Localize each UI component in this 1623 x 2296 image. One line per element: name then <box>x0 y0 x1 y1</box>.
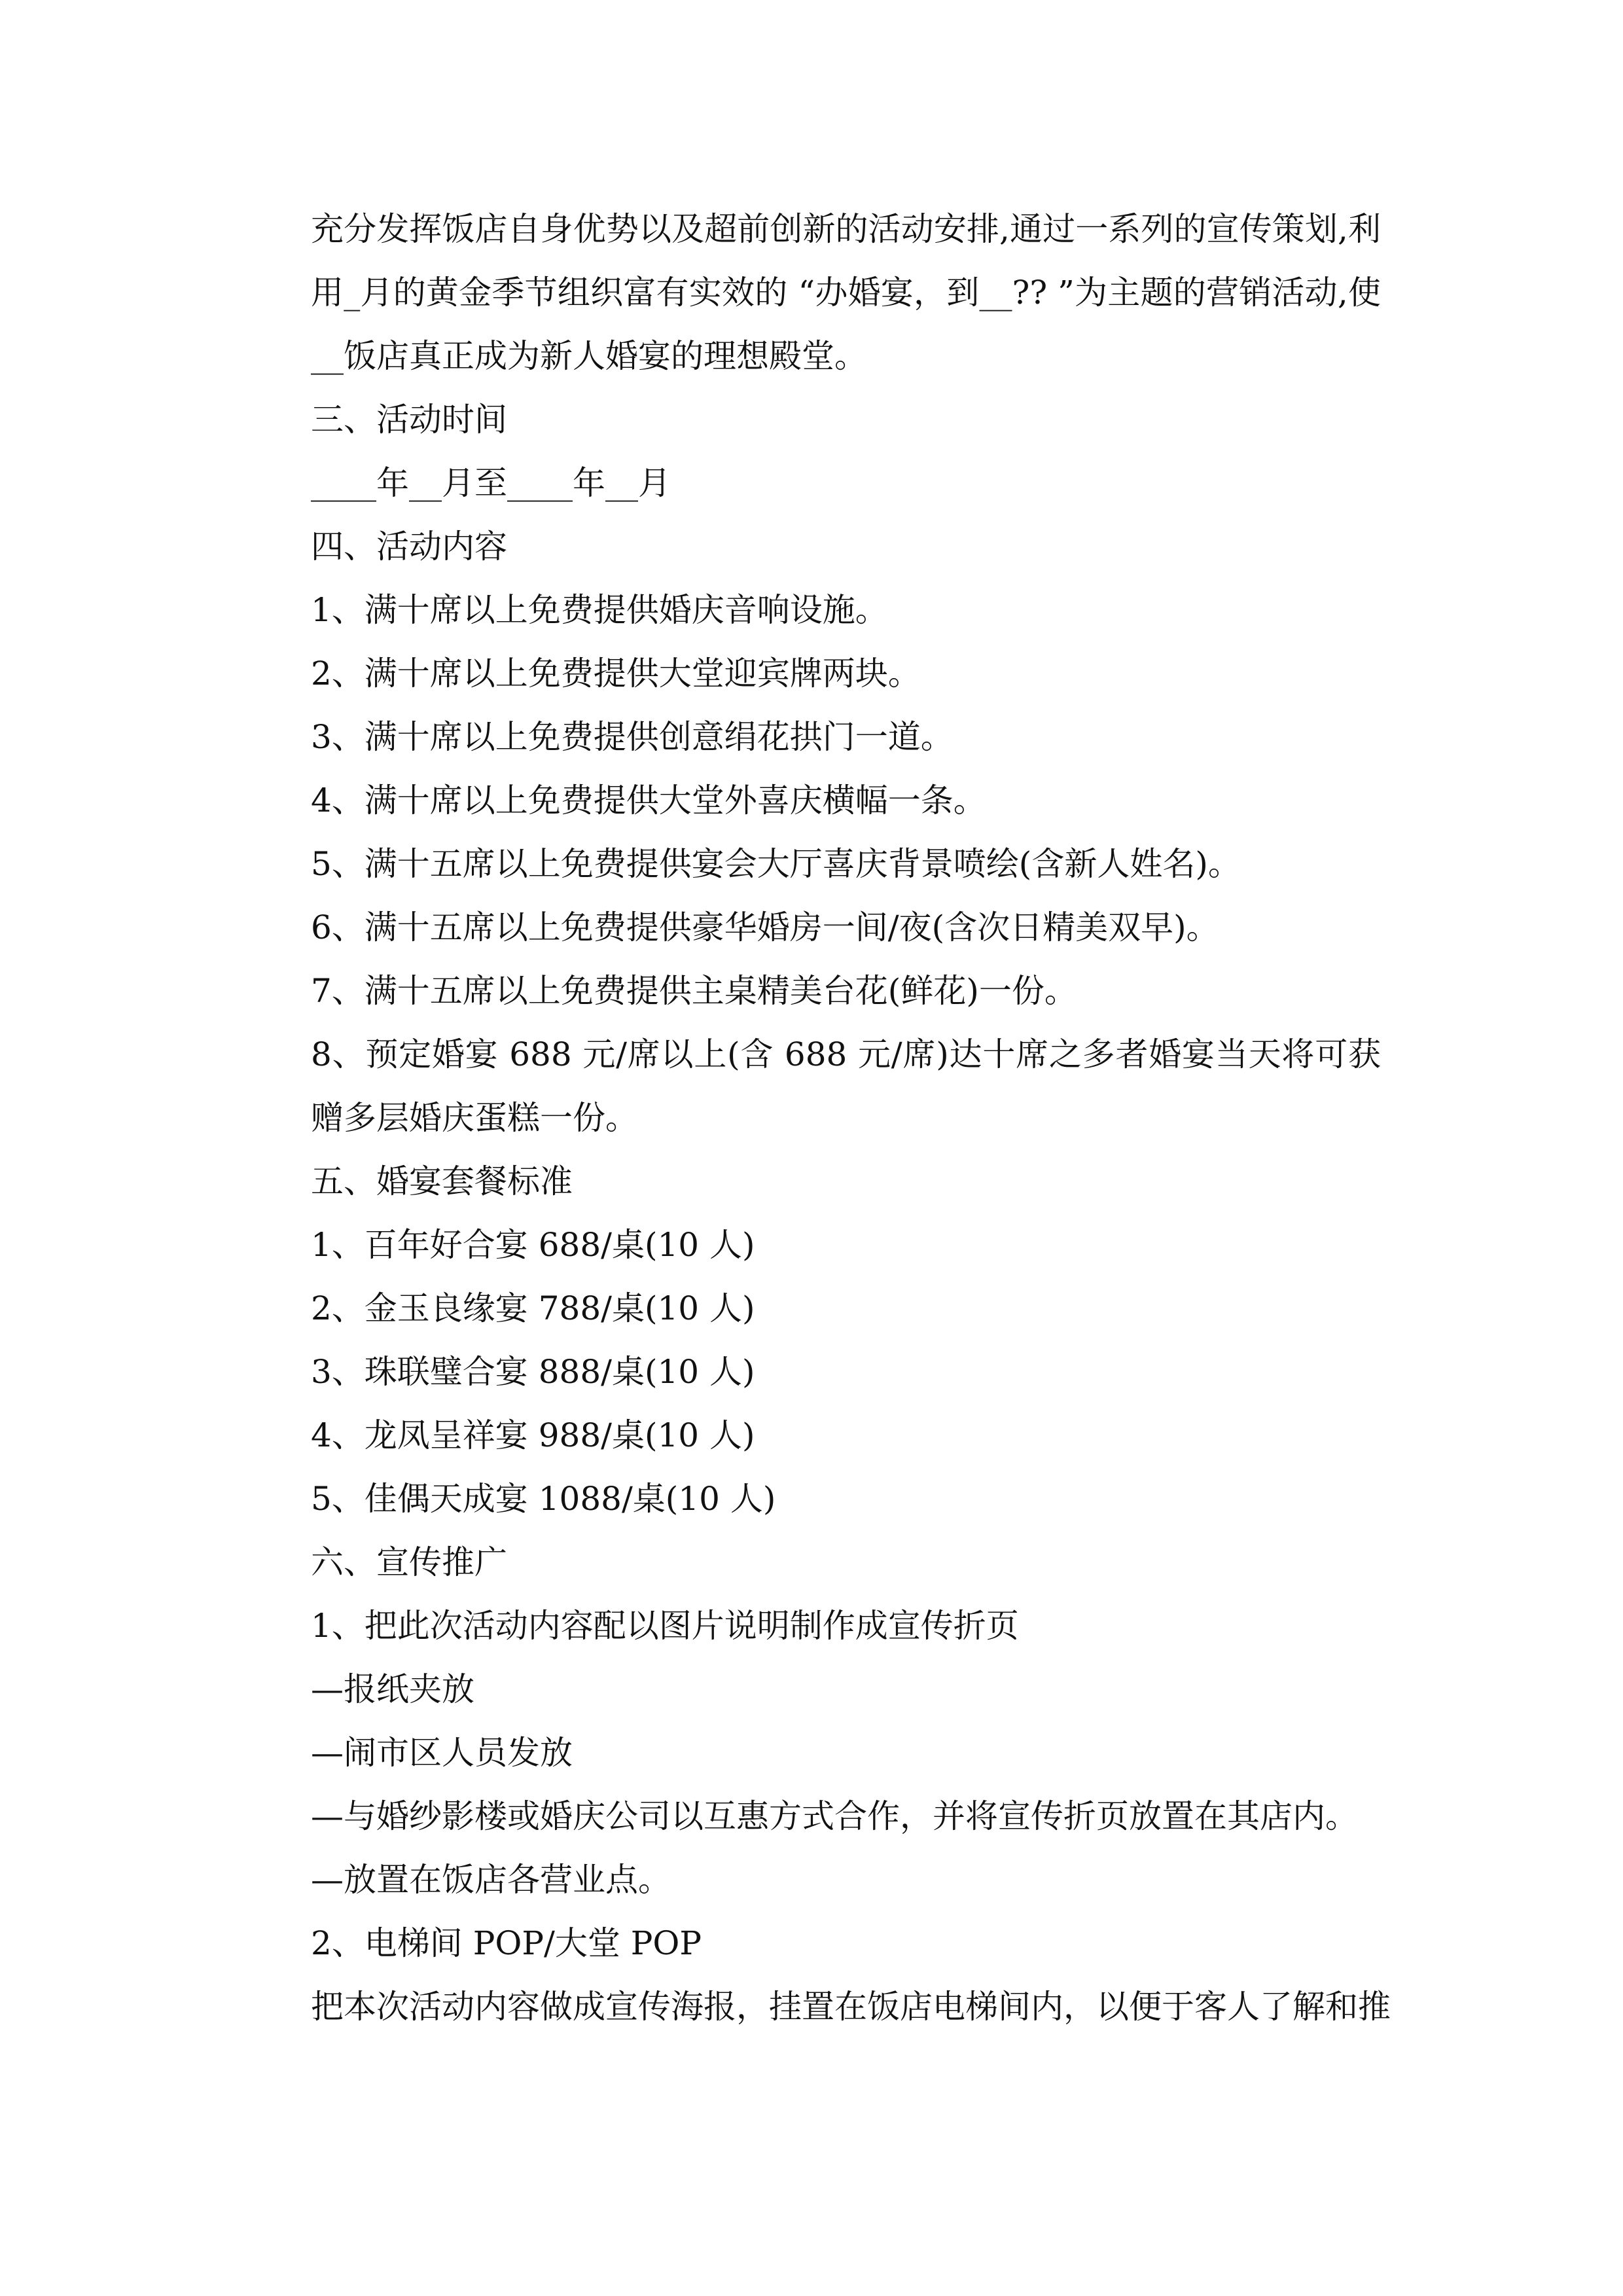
activity-item: 1、满十席以上免费提供婚庆音响设施。 <box>311 591 888 629</box>
package-item: 3、珠联璧合宴 888/桌(10 人) <box>311 1353 755 1391</box>
activity-item: 5、满十五席以上免费提供宴会大厅喜庆背景喷绘(含新人姓名)。 <box>311 845 1241 883</box>
activity-item: 6、满十五席以上免费提供豪华婚房一间/夜(含次日精美双早)。 <box>311 908 1219 946</box>
promotion-poster-text: 把本次活动内容做成宣传海报，挂置在饭店电梯间内，以便于客人了解和推 <box>311 1988 1391 2026</box>
promotion-bullet: —放置在饭店各营业点。 <box>311 1861 671 1899</box>
package-item: 4、龙凤呈祥宴 988/桌(10 人) <box>311 1416 755 1454</box>
activity-item: 3、满十席以上免费提供创意绢花拱门一道。 <box>311 718 954 756</box>
activity-item: 7、满十五席以上免费提供主桌精美台花(鲜花)一份。 <box>311 972 1077 1010</box>
promotion-bullet: —报纸夹放 <box>311 1670 474 1708</box>
activity-item: 8、预定婚宴 688 元/席以上(含 688 元/席)达十席之多者婚宴当天将可获赠多层婚庆蛋糕一份。 <box>311 1035 1381 1137</box>
document-body <box>245 198 1391 2039</box>
activity-dates: ____年__月至____年__月 <box>311 464 671 502</box>
promotion-subitem-pop: 2、电梯间 POP/大堂 POP <box>311 1924 702 1962</box>
section-heading-promotion: 六、宣传推广 <box>311 1543 507 1581</box>
section-heading-activity-time: 三、活动时间 <box>311 401 507 439</box>
package-item: 5、佳偶天成宴 1088/桌(10 人) <box>311 1480 776 1518</box>
activity-item: 4、满十席以上免费提供大堂外喜庆横幅一条。 <box>311 781 986 819</box>
promotion-bullet: —闹市区人员发放 <box>311 1734 573 1772</box>
section-heading-banquet-packages: 五、婚宴套餐标准 <box>311 1162 573 1200</box>
package-item: 1、百年好合宴 688/桌(10 人) <box>311 1226 755 1264</box>
promotion-subitem-brochure: 1、把此次活动内容配以图片说明制作成宣传折页 <box>311 1607 1019 1645</box>
section-heading-activity-content: 四、活动内容 <box>311 528 507 565</box>
promotion-bullet: —与婚纱影楼或婚庆公司以互惠方式合作，并将宣传折页放置在其店内。 <box>311 1797 1358 1835</box>
package-item: 2、金玉良缘宴 788/桌(10 人) <box>311 1289 755 1327</box>
intro-paragraph: 充分发挥饭店自身优势以及超前创新的活动安排,通过一系列的宣传策划,利用_月的黄金季节组织富有实效的 “办婚宴，到__?? ”为主题的营销活动,使__饭店真正成为新人婚宴的理想殿堂。 <box>311 210 1381 375</box>
activity-item: 2、满十席以上免费提供大堂迎宾牌两块。 <box>311 655 921 692</box>
